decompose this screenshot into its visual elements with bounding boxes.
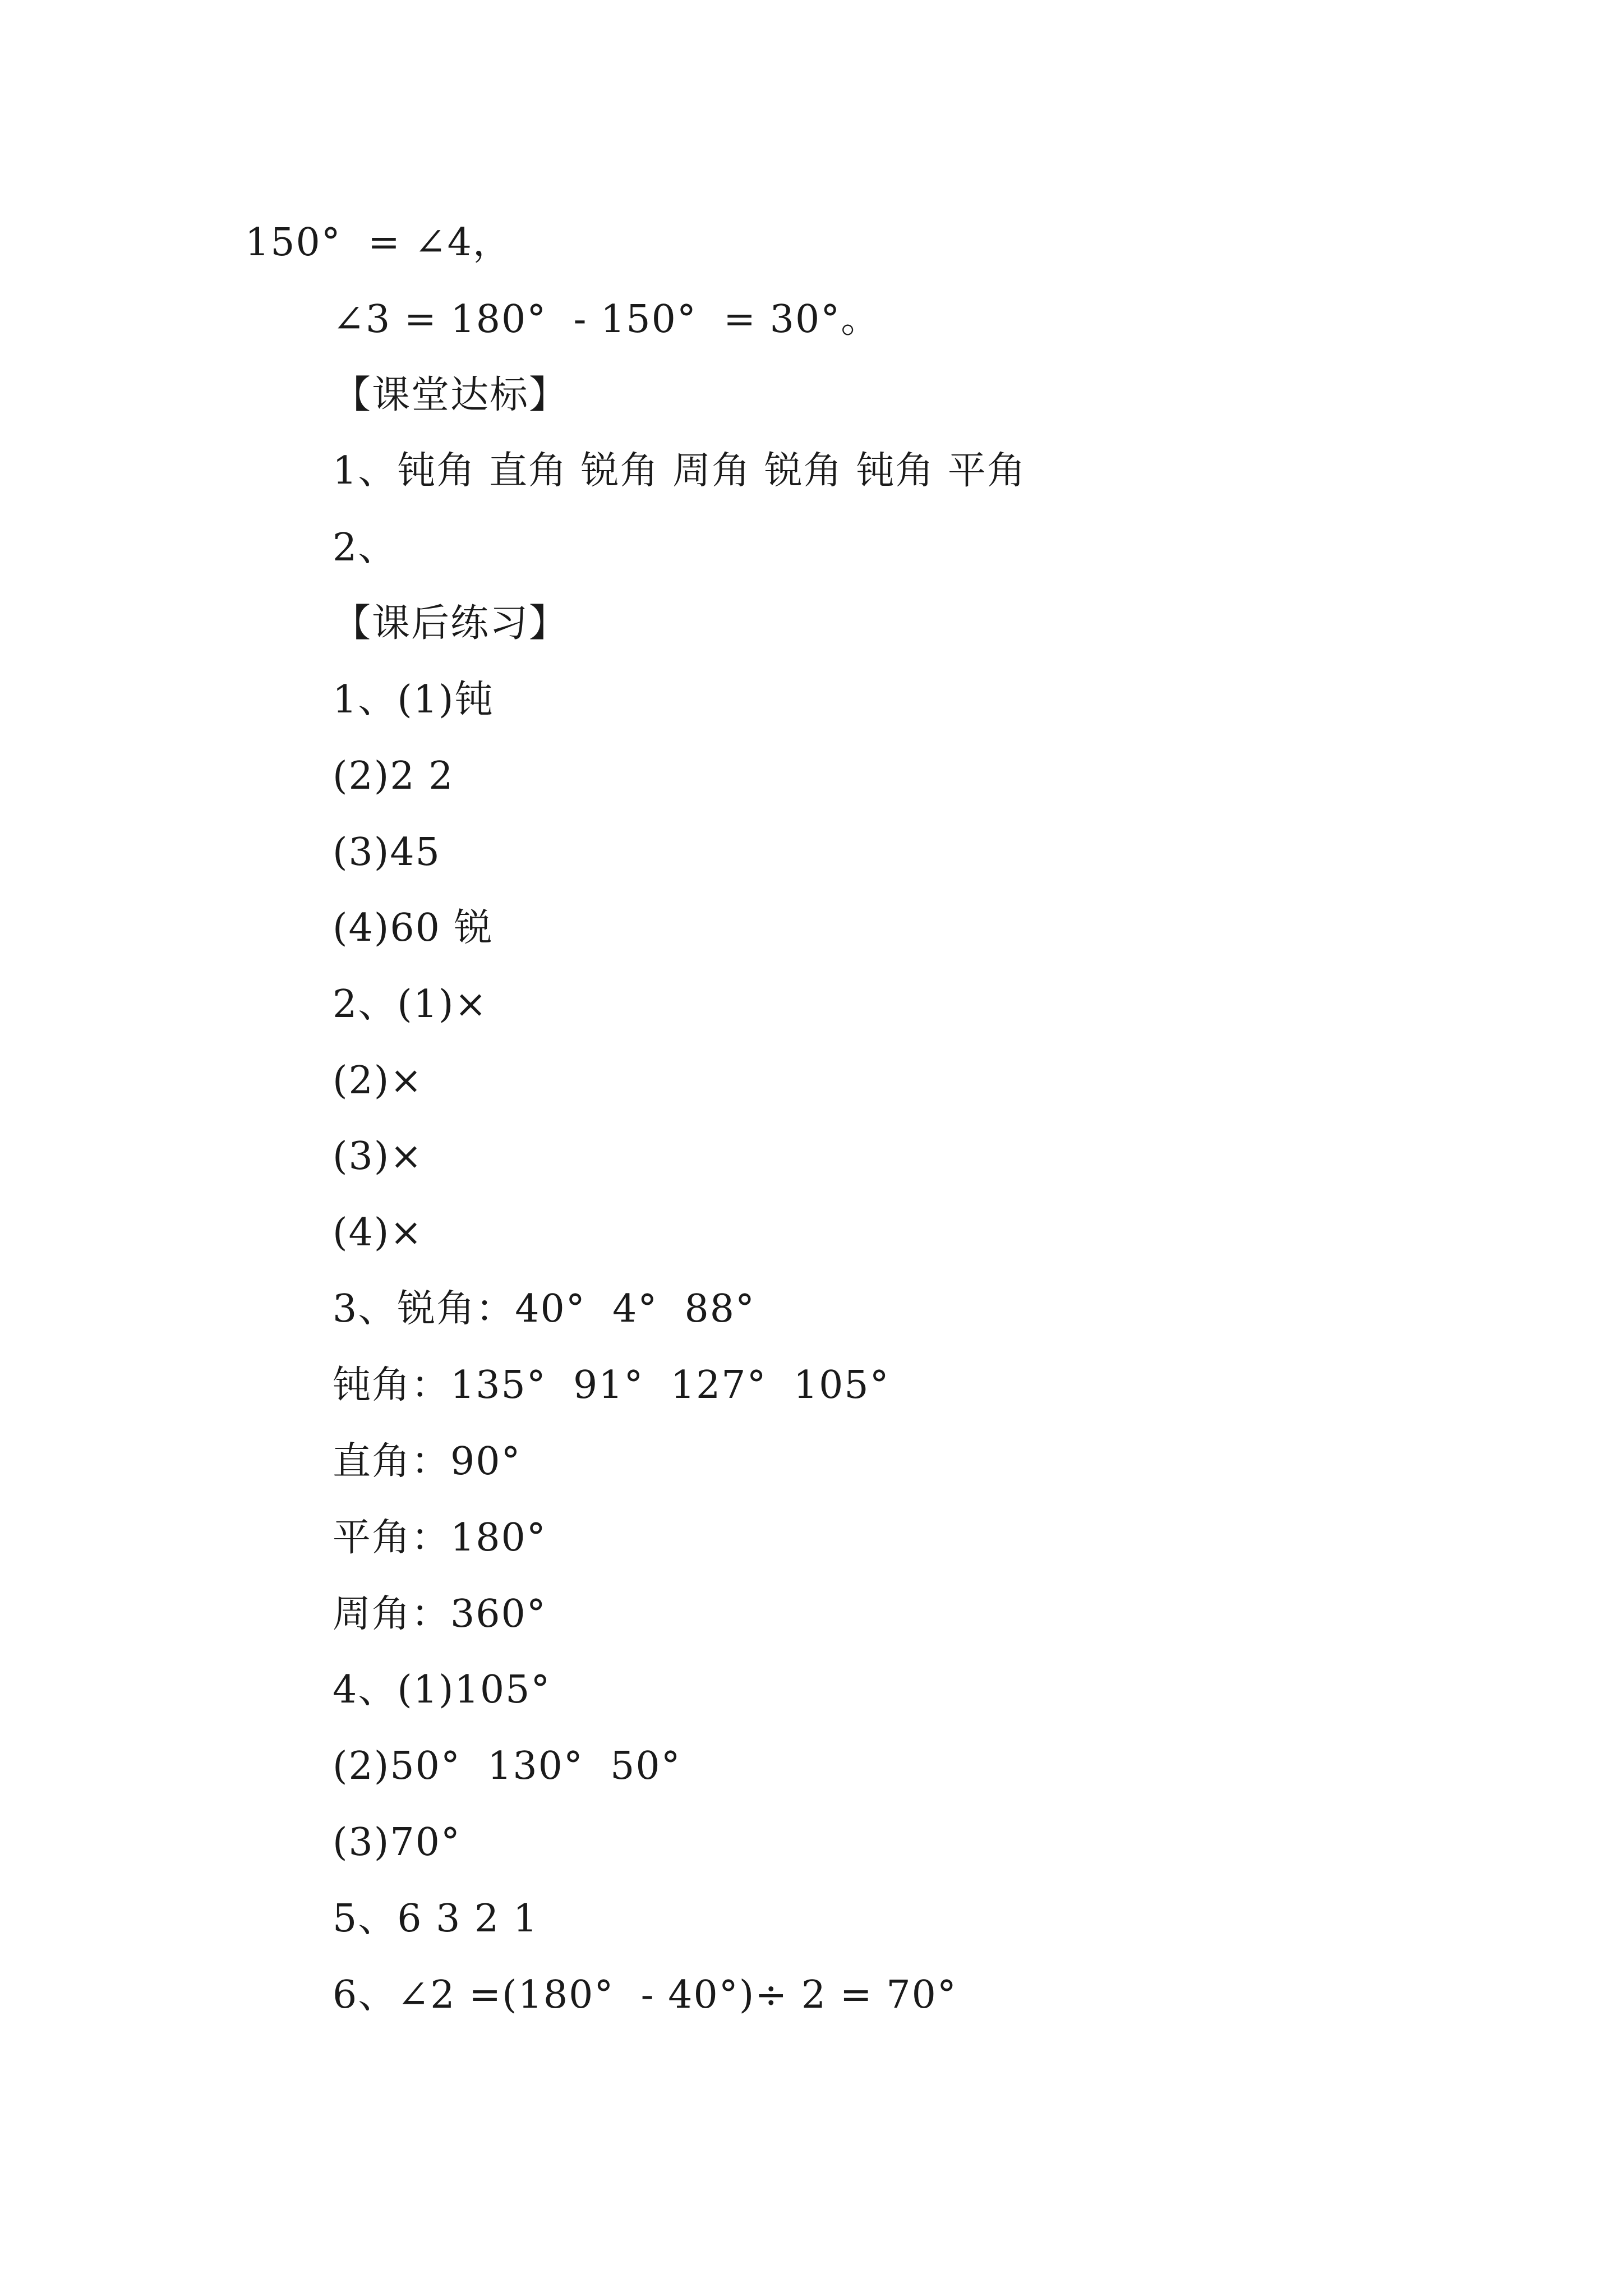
- answer-line-2: 2、: [333, 526, 398, 570]
- text-line-continuation: 150° = ∠4，: [245, 220, 512, 265]
- answer-line: (3)×: [333, 1134, 423, 1179]
- answer-line: 周角：360°: [333, 1592, 547, 1636]
- section-heading-homework: 【课后练习】: [333, 601, 569, 646]
- answer-line: (3)70°: [333, 1820, 461, 1865]
- answer-line: 2、(1)×: [333, 982, 488, 1027]
- answer-line: (2)2 2: [333, 754, 454, 798]
- answer-line: 4、(1)105°: [333, 1668, 551, 1712]
- section-heading-classroom: 【课堂达标】: [333, 373, 569, 417]
- text-line-angle3: ∠3 = 180° - 150° = 30°。: [333, 297, 880, 342]
- answer-line: 直角：90°: [333, 1439, 522, 1484]
- answer-line: 5、6 3 2 1: [333, 1897, 539, 1941]
- answer-line: (3)45: [333, 830, 441, 875]
- answer-line: (2)50° 130° 50°: [333, 1744, 681, 1788]
- answer-line: 3、锐角：40° 4° 88°: [333, 1287, 756, 1331]
- answer-line: 钝角：135° 91° 127° 105°: [333, 1363, 890, 1407]
- answer-line: (4)60 锐: [333, 906, 494, 950]
- answer-line: 1、(1)钝: [333, 678, 494, 722]
- answer-line: 6、∠2 =(180° - 40°)÷ 2 = 70°: [333, 1973, 957, 2017]
- answer-line: (4)×: [333, 1211, 423, 1255]
- answer-line: 平角：180°: [333, 1516, 547, 1560]
- answer-line-1: 1、钝角 直角 锐角 周角 锐角 钝角 平角: [333, 449, 1026, 493]
- answer-line: (2)×: [333, 1059, 423, 1103]
